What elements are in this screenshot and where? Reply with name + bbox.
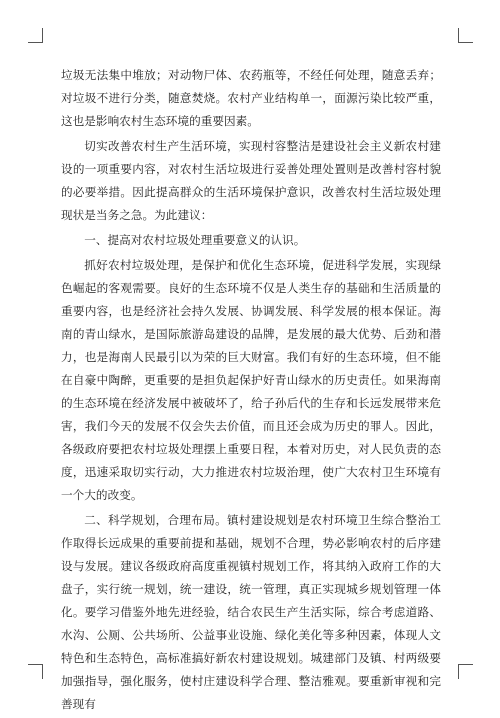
section-heading-1: 一、提高对农村垃圾处理重要意义的认识。 bbox=[84, 233, 306, 247]
crop-mark-top-right bbox=[458, 28, 473, 43]
document-body bbox=[61, 64, 441, 718]
paragraph-section-2: 二、科学规划，合理布局。镇村建设规划是农村环境卫生综合整治工作取得长远成果的重要前提和基础，规划不合理，势必影响农村的后序建设与发展。建议各级政府高度重视镇村规划工作，将其纳入政府工作的大盘子，实行统一规划，统一建设，统一管理，真正实现城乡规划管理一体化。要学习借鉴外地先进经验，结合农民生产生活实际，综合考虑道路、水沟、公厕、公共场所、公益事业设施、绿化美化等多种因素，体现人文特色和生态特色，高标准搞好新农村建设规划。城建部门及镇、村两级要加强指导，强化服务，使村庄建设科学合理、整洁雅观。要重新审视和完善现有 bbox=[61, 513, 441, 711]
crop-mark-bottom-right bbox=[458, 664, 473, 679]
crop-mark-top-left bbox=[28, 28, 43, 43]
paragraph-continuation: 垃圾无法集中堆放；对动物尸体、农药瓶等，不经任何处理，随意丢弃；对垃圾不进行分类，随意焚烧。农村产业结构单一，面源污染比较严重，这也是影响农村生态环境的重要因素。 bbox=[61, 68, 441, 128]
crop-mark-bottom-left bbox=[28, 664, 43, 679]
paragraph-intro: 切实改善农村生产生活环境，实现村容整洁是建设社会主义新农村建设的一项重要内容，对农村生活垃圾进行妥善处理处置则是改善村容村貌的必要举措。因此提高群众的生活环境保护意识，改善农村生活垃圾处理现状是当务之急。为此建议： bbox=[61, 139, 441, 222]
paragraph-section-1: 抓好农村垃圾处理，是保护和优化生态环境，促进科学发展，实现绿色崛起的客观需要。良好的生态环境不仅是人类生存的基础和生活质量的重要内容，也是经济社会持久发展、协调发展、科学发展的根本保证。海南的青山绿水，是国际旅游岛建设的品牌，是发展的最大优势、后劲和潜力，也是海南人民最引以为荣的巨大财富。我们有好的生态环境，但不能在自豪中陶醉，更重要的是担负起保护好青山绿水的历史责任。如果海南的生态环境在经济发展中被破坏了，给子孙后代的生存和长远发展带来危害，我们今天的发展不仅会失去价值，而且还会成为历史的罪人。因此，各级政府要把农村垃圾处理摆上重要日程，本着对历史，对人民负责的态度，迅速采取切实行动，大力推进农村垃圾治理，使广大农村卫生环境有一个大的改变。 bbox=[61, 258, 441, 502]
